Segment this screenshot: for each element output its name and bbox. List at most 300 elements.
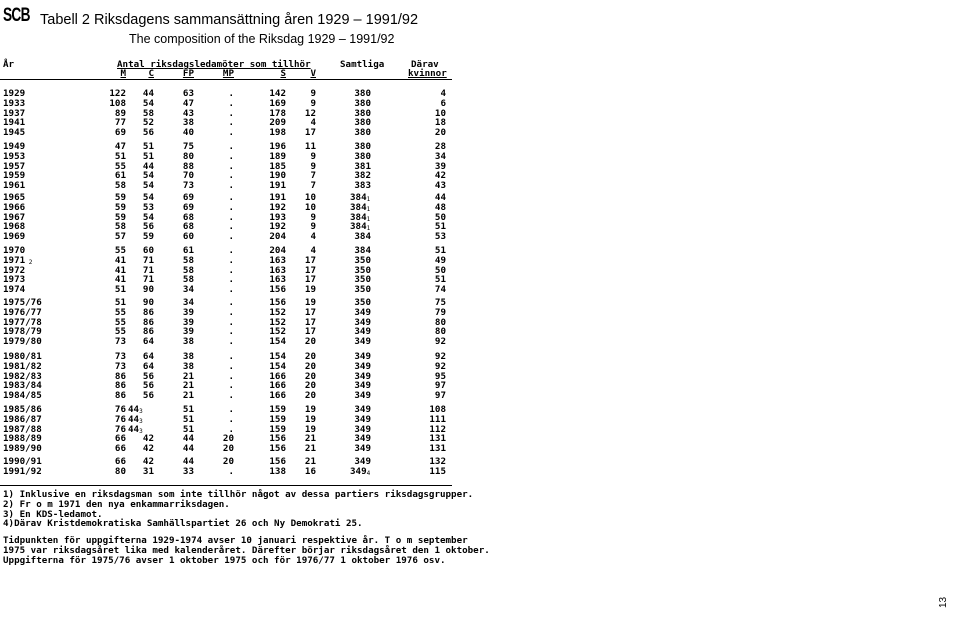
cell-v: 9 [310,88,316,99]
cell-fp: 51 [182,404,194,415]
cell-mp: . [228,316,234,328]
cell-m: 58 [114,180,126,192]
note-line: 1975 var riksdagsåret lika med kalenderåret. Därefter börjar riksdagsåret den 1 oktober. [3,545,490,556]
cell-total: 380 [354,141,371,152]
cell-c: 59 [142,231,154,243]
cell-m: 77 [114,117,126,129]
cell-total: 384 [354,231,371,243]
cell-mp: . [228,170,234,182]
footnote-ref: 3 [139,427,143,435]
header-party-m: M [120,68,126,79]
row-year: 1937 [3,107,26,119]
cell-m: 59 [114,211,126,223]
row-year: 1966 [3,201,26,213]
cell-total: 349 [354,404,371,415]
cell-v: 10 [304,201,316,213]
cell-total: 3841 [350,201,371,213]
cell-women: 51 [434,274,446,286]
cell-s: 163 [269,254,286,266]
cell-total: 349 [354,326,371,338]
cell-women: 131 [429,443,446,455]
cell-v: 17 [304,306,316,318]
cell-fp: 70 [182,170,194,182]
cell-m: 86 [114,380,126,392]
cell-total: 380 [354,117,371,129]
cell-v: 20 [304,390,316,402]
cell-fp: 21 [182,380,194,392]
header-party-c: C [148,68,154,79]
cell-fp: 38 [182,336,194,348]
row-year: 1979/80 [3,336,42,348]
cell-total: 380 [354,127,371,139]
cell-women: 131 [429,433,446,445]
cell-mp: . [228,88,234,99]
cell-s: 185 [269,160,286,172]
cell-m: 51 [114,150,126,162]
cell-m: 57 [114,231,126,243]
table-subtitle: The composition of the Riksdag 1929 – 1991/92 [129,32,395,46]
header-party-fp: FP [182,68,194,79]
row-year: 1941 [3,117,26,129]
cell-v: 20 [304,336,316,348]
cell-women: 51 [434,221,446,233]
row-year: 1984/85 [3,390,42,402]
cell-m: 89 [114,107,126,119]
cell-mp: . [228,211,234,223]
cell-fp: 51 [182,423,194,435]
cell-mp: . [228,160,234,172]
header-party-group: Antal riksdagsledamöter som tillhör [117,59,311,70]
cell-women: 4 [440,88,446,99]
cell-women: 80 [434,326,446,338]
cell-c: 443 [128,413,143,425]
cell-fp: 80 [182,150,194,162]
row-year: 1961 [3,180,26,192]
cell-women: 49 [434,254,446,266]
cell-women: 74 [434,284,446,296]
cell-m: 122 [109,88,126,99]
cell-fp: 63 [182,88,194,99]
cell-total: 349 [354,380,371,392]
cell-mp: . [228,336,234,348]
row-year: 1991/92 [3,465,42,477]
row-year: 1976/77 [3,306,42,318]
header-party-mp: MP [222,68,234,79]
cell-women: 50 [434,264,446,276]
cell-fp: 68 [182,221,194,233]
cell-c: 53 [142,201,154,213]
cell-m: 47 [114,141,126,152]
cell-s: 154 [269,351,286,362]
cell-v: 4 [310,117,316,129]
cell-mp: . [228,245,234,256]
footnote-ref: 3 [139,408,143,415]
cell-v: 20 [304,360,316,372]
cell-fp: 21 [182,370,194,382]
cell-m: 55 [114,306,126,318]
row-year: 1929 [3,88,26,99]
cell-s: 192 [269,201,286,213]
cell-m: 55 [114,316,126,328]
footnote-ref: 1 [366,205,371,213]
cell-m: 51 [114,297,126,308]
footnote-4: 4)Därav Kristdemokratiska Samhällspartiet 26 och Ny Demokrati 25. [3,518,363,529]
row-year: 1985/86 [3,404,42,415]
cell-mp: . [228,351,234,362]
cell-women: 48 [434,201,446,213]
cell-women: 28 [434,141,446,152]
note-line: Tidpunkten för uppgifterna 1929-1974 avser 10 januari respektive år. T o m september [3,535,468,546]
cell-fp: 88 [182,160,194,172]
cell-total: 384 [354,245,371,256]
cell-c: 71 [142,264,154,276]
cell-c: 51 [142,150,154,162]
cell-c: 52 [142,117,154,129]
row-year: 1970 [3,245,26,256]
cell-s: 178 [269,107,286,119]
cell-s: 193 [269,211,286,223]
header-women-top: Därav [411,59,439,70]
cell-s: 204 [269,245,286,256]
cell-s: 191 [269,180,286,192]
cell-c: 58 [142,107,154,119]
cell-women: 97 [434,380,446,392]
cell-m: 59 [114,192,126,203]
row-year: 1965 [3,192,26,203]
cell-mp: . [228,192,234,203]
cell-women: 39 [434,160,446,172]
cell-c: 64 [142,360,154,372]
cell-mp: . [228,284,234,296]
cell-fp: 38 [182,117,194,129]
table-title: Tabell 2 Riksdagens sammansättning åren 1929 – 1991/92 [40,12,419,28]
cell-s: 163 [269,274,286,286]
cell-mp: . [228,180,234,192]
cell-total: 380 [354,150,371,162]
row-year: 1953 [3,150,26,162]
cell-c: 90 [142,284,154,296]
cell-fp: 73 [182,180,194,192]
cell-v: 17 [304,326,316,338]
cell-c: 56 [142,380,154,392]
footnote-ref: 1 [366,225,371,233]
cell-fp: 47 [182,97,194,109]
cell-c: 86 [142,316,154,328]
cell-c: 56 [142,370,154,382]
cell-s: 189 [269,150,286,162]
cell-fp: 43 [182,107,194,119]
cell-total: 383 [354,180,371,192]
row-year: 1945 [3,127,26,139]
cell-v: 19 [304,423,316,435]
cell-v: 9 [310,97,316,109]
cell-total: 349 [354,336,371,348]
cell-c: 443 [128,404,143,415]
row-year: 1959 [3,170,26,182]
cell-v: 20 [304,351,316,362]
row-year: 1974 [3,284,26,296]
footnote-ref: 4 [366,469,371,477]
cell-s: 156 [269,443,286,455]
cell-s: 152 [269,326,286,338]
cell-v: 9 [310,221,316,233]
cell-c: 54 [142,192,154,203]
cell-v: 21 [304,443,316,455]
cell-m: 58 [114,221,126,233]
header-party-v: V [310,68,316,79]
cell-fp: 33 [182,465,194,477]
cell-v: 12 [304,107,316,119]
cell-total: 349 [354,443,371,455]
cell-fp: 39 [182,326,194,338]
cell-c: 86 [142,306,154,318]
cell-s: 192 [269,221,286,233]
cell-c: 51 [142,141,154,152]
row-year: 1977/78 [3,316,42,328]
cell-fp: 58 [182,264,194,276]
cell-m: 51 [114,284,126,296]
cell-c: 71 [142,274,154,286]
cell-women: 132 [429,456,446,467]
row-year: 1967 [3,211,26,223]
row-year: 1987/88 [3,423,42,435]
row-year: 1971 2 [3,254,33,266]
row-year: 1978/79 [3,326,42,338]
cell-mp: . [228,380,234,392]
cell-total: 381 [354,160,371,172]
cell-total: 350 [354,297,371,308]
cell-total: 349 [354,370,371,382]
cell-total: 349 [354,351,371,362]
cell-s: 159 [269,413,286,425]
cell-fp: 44 [182,443,194,455]
cell-total: 349 [354,413,371,425]
cell-women: 10 [434,107,446,119]
footnote-ref: 3 [139,417,143,425]
row-year: 1969 [3,231,26,243]
cell-fp: 44 [182,433,194,445]
cell-m: 41 [114,264,126,276]
footnote-ref: 1 [366,215,371,223]
page-number: 13 [938,596,949,608]
cell-fp: 69 [182,192,194,203]
cell-m: 86 [114,370,126,382]
cell-women: 115 [429,465,446,477]
cell-women: 92 [434,360,446,372]
cell-mp: . [228,465,234,477]
cell-mp: . [228,297,234,308]
cell-m: 73 [114,336,126,348]
cell-s: 159 [269,404,286,415]
cell-mp: . [228,141,234,152]
cell-s: 166 [269,370,286,382]
cell-total: 349 [354,433,371,445]
cell-v: 19 [304,413,316,425]
cell-total: 349 [354,390,371,402]
cell-c: 54 [142,180,154,192]
cell-mp: . [228,404,234,415]
cell-c: 44 [142,88,154,99]
cell-women: 34 [434,150,446,162]
cell-women: 43 [434,180,446,192]
row-year: 1975/76 [3,297,42,308]
cell-m: 55 [114,245,126,256]
cell-m: 66 [114,456,126,467]
cell-m: 59 [114,201,126,213]
cell-women: 53 [434,231,446,243]
cell-total: 349 [354,316,371,328]
cell-fp: 51 [182,413,194,425]
row-year: 1973 [3,274,26,286]
cell-m: 61 [114,170,126,182]
cell-mp: . [228,231,234,243]
cell-women: 111 [429,413,446,425]
cell-fp: 38 [182,351,194,362]
cell-mp: . [228,150,234,162]
cell-mp: . [228,254,234,266]
cell-c: 42 [142,443,154,455]
cell-mp: . [228,370,234,382]
header-rule [0,79,452,80]
cell-s: 169 [269,97,286,109]
cell-total: 350 [354,274,371,286]
cell-fp: 44 [182,456,194,467]
cell-m: 55 [114,326,126,338]
cell-women: 80 [434,316,446,328]
cell-women: 92 [434,336,446,348]
cell-mp: 20 [222,456,234,467]
row-year: 1957 [3,160,26,172]
cell-c: 90 [142,297,154,308]
cell-total: 349 [354,306,371,318]
cell-s: 198 [269,127,286,139]
row-year: 1949 [3,141,26,152]
cell-v: 17 [304,316,316,328]
cell-s: 138 [269,465,286,477]
cell-mp: . [228,360,234,372]
cell-s: 156 [269,297,286,308]
cell-fp: 40 [182,127,194,139]
header-year: År [3,59,15,70]
cell-m: 69 [114,127,126,139]
cell-s: 156 [269,456,286,467]
cell-total: 3841 [350,221,371,233]
cell-total: 3841 [350,211,371,223]
cell-v: 20 [304,370,316,382]
header-party-s: S [280,68,286,79]
cell-total: 3841 [350,192,371,203]
cell-m: 66 [114,443,126,455]
cell-fp: 38 [182,360,194,372]
cell-v: 16 [304,465,316,477]
cell-m: 80 [114,465,126,477]
cell-fp: 75 [182,141,194,152]
cell-s: 152 [269,316,286,328]
cell-s: 191 [269,192,286,203]
row-year: 1980/81 [3,351,42,362]
header-total: Samtliga [340,59,385,70]
cell-c: 42 [142,456,154,467]
cell-s: 142 [269,88,286,99]
footnote-1: 1) Inklusive en riksdagsman som inte tillhör något av dessa partiers riksdagsgrupper. [3,489,474,500]
cell-mp: . [228,127,234,139]
cell-v: 17 [304,254,316,266]
cell-c: 71 [142,254,154,266]
row-year: 1986/87 [3,413,42,425]
cell-fp: 69 [182,201,194,213]
cell-women: 92 [434,351,446,362]
cell-s: 209 [269,117,286,129]
cell-v: 19 [304,284,316,296]
header-women-bottom: kvinnor [408,68,447,79]
cell-s: 154 [269,360,286,372]
cell-total: 349 [354,360,371,372]
cell-mp: 20 [222,443,234,455]
cell-fp: 21 [182,390,194,402]
cell-s: 154 [269,336,286,348]
footnote-2: 2) Fr o m 1971 den nya enkammarriksdagen. [3,499,230,510]
row-year: 1933 [3,97,26,109]
cell-fp: 58 [182,274,194,286]
row-year: 1988/89 [3,433,42,445]
cell-m: 86 [114,390,126,402]
cell-m: 73 [114,360,126,372]
cell-m: 41 [114,254,126,266]
cell-mp: . [228,97,234,109]
footnote-3: 3) En KDS-ledamot. [3,509,103,520]
cell-mp: . [228,413,234,425]
cell-mp: . [228,117,234,129]
cell-m: 76 [114,404,126,415]
cell-v: 4 [310,231,316,243]
cell-total: 3494 [350,465,371,477]
row-year: 1989/90 [3,443,42,455]
scb-logo: SCB [3,5,30,26]
cell-total: 380 [354,107,371,119]
cell-mp: . [228,390,234,402]
cell-c: 86 [142,326,154,338]
cell-women: 44 [434,192,446,203]
cell-v: 10 [304,192,316,203]
cell-v: 21 [304,456,316,467]
cell-women: 6 [440,97,446,109]
cell-fp: 61 [182,245,194,256]
cell-fp: 39 [182,306,194,318]
cell-women: 75 [434,297,446,308]
cell-v: 20 [304,380,316,392]
cell-c: 443 [128,423,143,435]
cell-women: 112 [429,423,446,435]
cell-women: 42 [434,170,446,182]
cell-c: 64 [142,336,154,348]
cell-c: 54 [142,170,154,182]
cell-mp: . [228,423,234,435]
cell-women: 20 [434,127,446,139]
cell-m: 55 [114,160,126,172]
cell-c: 60 [142,245,154,256]
cell-fp: 39 [182,316,194,328]
cell-m: 73 [114,351,126,362]
cell-s: 152 [269,306,286,318]
cell-v: 21 [304,433,316,445]
cell-v: 7 [310,170,316,182]
cell-s: 196 [269,141,286,152]
cell-total: 350 [354,264,371,276]
cell-total: 380 [354,97,371,109]
cell-m: 108 [109,97,126,109]
table-bottom-rule [0,485,452,486]
row-year: 1981/82 [3,360,42,372]
